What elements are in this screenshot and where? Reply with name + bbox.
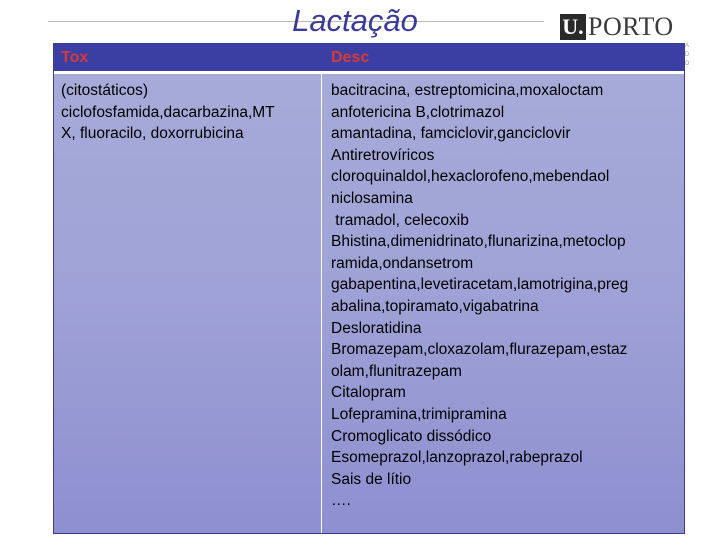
header-desc: Desc (331, 49, 370, 66)
uporto-logo (560, 12, 674, 42)
cell-line: (citostáticos) (61, 82, 148, 99)
cell-line: ciclofosfamida,dacarbazina,MT (61, 103, 275, 121)
page-title: Lactação (292, 3, 418, 38)
side-mark-letter: O (684, 61, 690, 67)
drug-table (53, 43, 685, 534)
cell-line: Esomeprazol,lanzoprazol,rabeprazol (331, 449, 583, 467)
cell-line: gabapentina,levetiracetam,lamotrigina,preg (331, 276, 629, 294)
table-header (54, 44, 684, 71)
cell-line: amantadina, famciclovir,ganciclovir (331, 125, 571, 143)
side-mark-letter: A (684, 43, 689, 49)
cell-line: Sais de lítio (331, 470, 412, 488)
cell-line: X, fluoracilo, doxorrubicina (61, 125, 244, 143)
side-mark-letter: D (684, 52, 690, 58)
logo-text: PORTO (588, 12, 674, 41)
cell-line: Cromoglicato dissódico (331, 427, 492, 445)
cell-line: olam,flunitrazepam (331, 362, 462, 380)
cell-line: Antiretrovíricos (331, 146, 435, 164)
cell-line: Bhistina,dimenidrinato,flunarizina,metoclop (331, 233, 626, 251)
cell-line: Citalopram (331, 384, 406, 402)
cell-line: anfotericina B,clotrimazol (331, 103, 505, 121)
cell-line: bacitracina, estreptomicina,moxaloctam (331, 82, 604, 99)
cell-line: abalina,topiramato,vigabatrina (331, 297, 539, 315)
header-tox: Tox (61, 49, 89, 66)
cell-line: cloroquinaldol,hexaclorofeno,mebendaol (331, 168, 610, 186)
cell-line: niclosamina (331, 189, 413, 207)
tox-cell (61, 80, 317, 145)
cell-line: Desloratidina (331, 319, 422, 337)
cell-line: …. (331, 492, 351, 510)
logo-mark: U. (560, 14, 586, 40)
cell-line: Lofepramina,trimipramina (331, 405, 507, 423)
cell-line: tramadol, celecoxib (331, 211, 469, 229)
column-divider (321, 71, 322, 533)
desc-cell (331, 80, 681, 512)
cell-line: ramida,ondansetrom (331, 254, 474, 272)
header-divider (54, 71, 684, 74)
cell-line: Bromazepam,cloxazolam,flurazepam,estaz (331, 341, 628, 359)
